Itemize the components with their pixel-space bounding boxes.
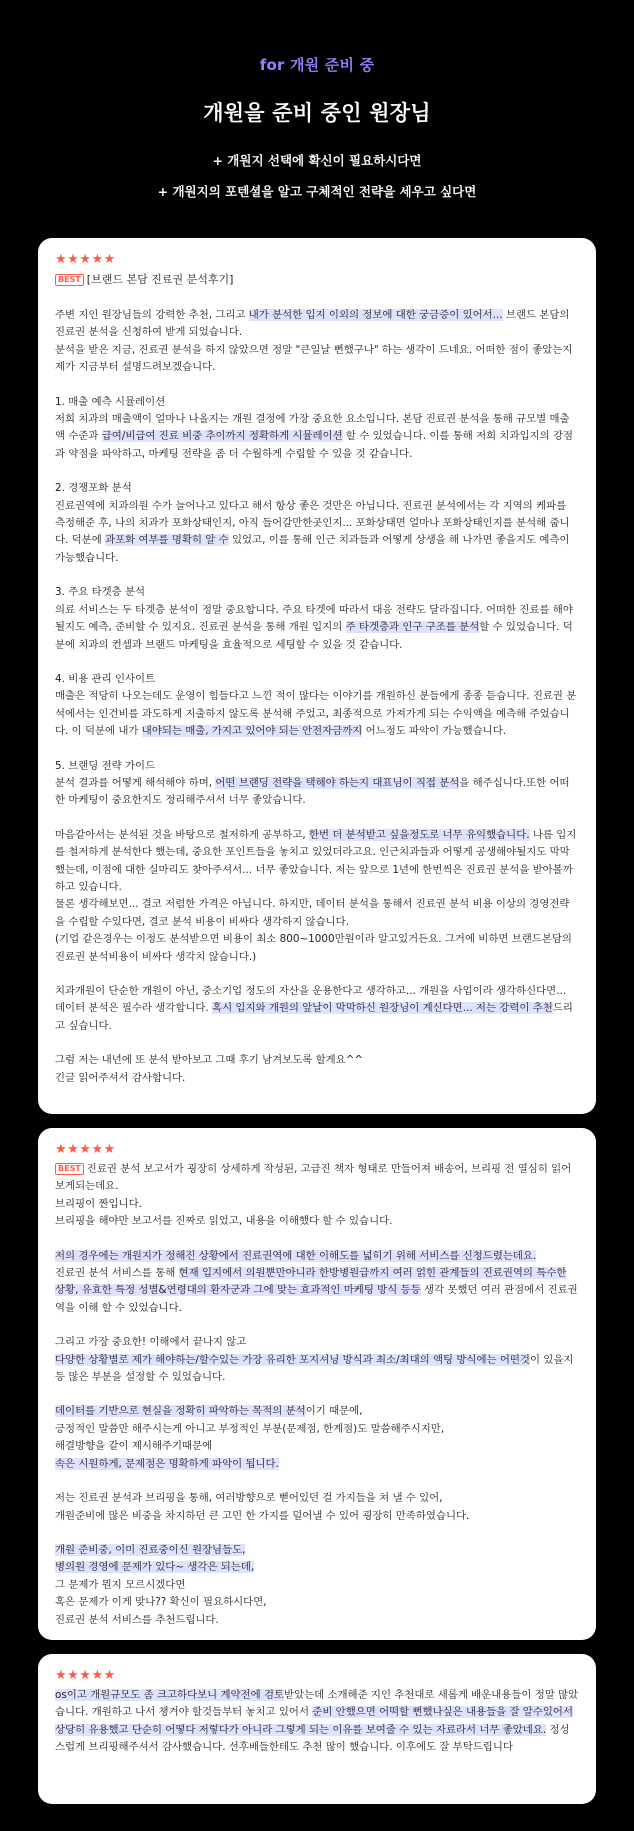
review-text: 브랜드 본담의 진료권 분석을 신청하여 받게 되었습니다. [55, 309, 570, 339]
review-card [38, 1128, 596, 1640]
review-text: 진료권 분석 서비스를 추천드립니다. [55, 1613, 219, 1626]
best-badge: BEST [55, 274, 84, 286]
review-text: 4. 비용 관리 인사이트 [55, 672, 156, 685]
review-text: 개원준비에 많은 비중을 차지하던 큰 고민 한 가지를 덜어낼 수 있어 굉장히 만족하였습니다. [55, 1509, 470, 1522]
review-text: 주변 지인 원장님들의 강력한 추천, 그리고 [55, 309, 249, 321]
review-text: 그럼 저는 내년에 또 분석 받아보고 그때 후기 남겨보도록 할게요^^ [55, 1054, 364, 1067]
highlighted-text: 현재 입지에서 의원뿐만아니라 한방병원급까지 여러 얽힌 관계들의 진료권역의 특수한 상황, 유효한 특정 성별&연령대의 환자군과 그에 맞는 효과적인 마케팅 방식 등등 [55, 1267, 567, 1297]
review-paragraph [55, 671, 579, 741]
review-paragraph [55, 480, 579, 567]
review-text: 할 수 있었습니다. 이를 통해 저희 치과입지의 강점과 약점을 파악하고, 마케팅 전략을 좀 더 수월하게 수립할 수 있을 것 같습니다. [55, 430, 574, 460]
star-rating-icon: ★★★★★ [55, 252, 116, 267]
review-text: 있었고, 이를 통해 인근 치과들과 어떻게 상생을 해 나가면 좋을지도 예측이 가능했습니다. [55, 534, 570, 564]
review-body [55, 1161, 579, 1629]
review-text: 5. 브랜딩 전략 가이드 [55, 759, 156, 772]
review-text: 을 해주십니다.또한 어떠한 마케팅이 중요한지도 정리해주셔서 너무 좋았습니다. [55, 776, 570, 807]
review-card [38, 1654, 596, 1804]
review-text: 2. 경쟁포화 분석 [55, 482, 132, 495]
review-text: 받았는데 소개해준 지인 추천대로 새롭게 배운내용들이 정말 많았습니다. 개원하고 나서 챙겨야 할것들부터 놓치고 있어서 [55, 1689, 579, 1719]
highlighted-text: 개원 준비중, 이미 진료중이신 원장님들도, [55, 1543, 246, 1556]
review-text: 나름 입지를 철저하게 분석한다 했는데, 중요한 포인트들을 놓치고 있었더라고요. 인근치과들과 어떻게 공생해야될지도 막막했는데, 이점에 대한 실마리도 찾아주셔서... 너무 좋았습니다. 저는 앞으로 1년에 한번씩은 진료권 분석을 받아볼까 하고 있습니다. [55, 828, 577, 893]
review-text: 진료권역에 치과의원 수가 늘어나고 있다고 해서 항상 좋은 것만은 아닙니다. 진료권 분석에서는 각 지역의 케파를 측정해준 후, 나의 치과가 포화상태인지, 아직 들어갈만한곳인지... 포화상태면 얼마나 포화상태인지를 분석해 줍니다. 덕분에 [55, 499, 570, 547]
review-paragraph [55, 1052, 579, 1087]
review-text: 긍정적인 말씀만 해주시는게 아니고 부정적인 부분(문제점, 한계점)도 말씀해주시지만, [55, 1422, 445, 1435]
review-paragraph [55, 307, 579, 377]
highlighted-text: 준비 안했으면 어떡할 뻔했나싶은 내용들을 잘 알수있어서 상당히 유용했고 단순히 어떻다 저렇다가 아니라 그렇게 되는 이유를 보여줄 수 있는 자료라서 너무 좋았네요. [55, 1706, 573, 1736]
review-text: 혹은 문제가 이게 맞나?? 확신이 필요하시다면, [55, 1596, 267, 1609]
review-text: 이 있을지 등 많은 부분을 설정할 수 있었습니다. [55, 1353, 574, 1384]
review-text: 그리고 가장 중요한! 이해에서 끝나지 않고 [55, 1336, 247, 1349]
review-text: 브리핑을 해야만 보고서를 진짜로 읽었고, 내용을 이해했다 할 수 있습니다. [55, 1215, 393, 1228]
best-badge: BEST [55, 1163, 84, 1175]
review-text: 1. 매출 예측 시뮬레이션 [55, 395, 166, 408]
review-body [55, 307, 579, 1087]
review-text: 분석을 받은 지금, 진료권 분석을 하지 않았으면 정말 "큰일날 뻔했구나" 하는 생각이 드네요. 어떠한 점이 좋았는지 제가 지금부터 설명드려보겠습니다. [55, 343, 573, 374]
review-text: 의료 서비스는 두 타겟층 분석이 정말 중요합니다. 주요 타겟에 따라서 대응 전략도 달라집니다. 어떠한 진료를 해야될지도 예측, 준비할 수 있지요. 진료권 분석을 통해 개원 입지의 [55, 603, 573, 634]
review-paragraph [55, 1542, 579, 1629]
review-text: 분석 결과를 어떻게 해석해야 하며, [55, 776, 216, 789]
review-paragraph [55, 827, 579, 966]
review-paragraph [55, 983, 579, 1035]
highlighted-text: 급여/비급여 진료 비중 추이까지 정확하게 시뮬레이션 [101, 430, 343, 443]
review-text: 드리고 싶습니다. [55, 1002, 573, 1032]
highlighted-text: 내야되는 매출, 가지고 있어야 되는 안전자금까지 [141, 725, 363, 738]
review-paragraph [55, 1334, 579, 1386]
hero-bullet: + 개원지의 포텐셜을 알고 구체적인 전략을 세우고 싶다면 [157, 184, 477, 199]
hero-tag: for 개원 준비 중 [259, 56, 375, 74]
review-text: 브리핑이 짠입니다. [55, 1197, 142, 1210]
review-text: 할 수 있었습니다. 덕분에 치과의 컨셉과 브랜드 마케팅을 효율적으로 세팅할 수 있을 것 같습니다. [55, 621, 573, 651]
review-paragraph [55, 758, 579, 810]
review-paragraph [55, 1403, 579, 1473]
star-rating-icon: ★★★★★ [55, 1142, 116, 1157]
review-paragraph [55, 1687, 579, 1757]
review-paragraph [55, 584, 579, 654]
review-text: 정성스럽게 브리핑해주셔서 감사했습니다. 선후배들한테도 추천 많이 했습니다. 이후에도 잘 부탁드립니다 [55, 1723, 570, 1754]
review-header [55, 271, 579, 288]
review-text: 이기 때문에, [305, 1405, 363, 1418]
highlighted-text: 과포화 여부를 명확히 알 수 [105, 534, 229, 547]
star-rating-icon: ★★★★★ [55, 1668, 116, 1683]
highlighted-text: 한번 더 분석받고 싶을정도로 너무 유익했습니다. [308, 828, 530, 841]
hero-section [0, 0, 634, 238]
review-paragraph [55, 1490, 579, 1525]
highlighted-text: 내가 분석한 입지 이외의 정보에 대한 궁금증이 있어서... [248, 309, 503, 321]
review-text: 진료권 분석 보고서가 굉장히 상세하게 작성된, 고급진 책자 형태로 만들어져 배송어, 브리핑 전 열심히 읽어보게되는데요. [55, 1163, 572, 1193]
review-card [38, 238, 596, 1114]
highlighted-text: os이고 개원규모도 좀 크고하다보니 계약전에 검토 [55, 1689, 285, 1701]
review-text: 그 문제가 뭔지 모르시겠다면 [55, 1578, 186, 1591]
review-paragraph [55, 1248, 579, 1318]
review-text: 치과개원이 단순한 개원이 아닌, 중소기업 정도의 자산을 운용한다고 생각하고... 개원을 사업이라 생각하신다면... 데이터 분석은 필수라 생각합니다. [55, 985, 567, 1015]
review-paragraph [55, 1161, 579, 1231]
review-body [55, 1687, 579, 1757]
review-text: 어느정도 파악이 가능했습니다. [362, 725, 507, 738]
review-text: 진료권 분석 서비스를 통해 [55, 1267, 179, 1280]
review-text: 저희 치과의 매출액이 얼마나 나올지는 개원 결정에 가장 중요한 요소입니다. 본담 진료권 분석을 통해 규모별 매출액 수준과 [55, 413, 570, 443]
highlighted-text: 데이터를 기반으로 현실을 정확히 파악하는 목적의 분석 [55, 1405, 306, 1418]
highlighted-text: 다양한 상황별로 제가 해야하는/할수있는 가장 유리한 포지셔닝 방식과 최소/최대의 액팅 방식에는 어떤것 [55, 1353, 530, 1366]
review-text: 매출은 적당히 나오는데도 운영이 힘들다고 느낀 적이 많다는 이야기를 개원하신 분들에게 종종 듣습니다. 진료권 분석에서는 인건비를 과도하게 지출하지 않도록 분석해 주었고, 최종적으로 가져가게 되는 수익액을 예측해 주었습니다. 이 덕분에 내가 [55, 690, 577, 738]
review-text: 물론 생각해보면... 결코 저렴한 가격은 아닙니다. 하지만, 데이터 분석을 통해서 진료권 분석 비용 이상의 경영전략을 수립할 수있다면, 결코 분석 비용이 비싸다 생각하지 않습니다. [55, 898, 570, 928]
hero-title: 개원을 준비 중인 원장님 [203, 101, 431, 125]
review-text: (기업 같은경우는 이정도 분석받으면 비용이 최소 800~1000만원이라 알고있거든요. 그거에 비하면 브랜드본담의 진료권 분석비용이 비싸다 생각치 않습니다.) [55, 933, 572, 963]
highlighted-text: 저의 경우에는 개원지가 정해진 상황에서 진료권역에 대한 이해도를 넓히기 위해 서비스를 신청드렸는데요. [55, 1249, 537, 1262]
review-text: 마음같아서는 분석된 것을 바탕으로 철저하게 공부하고, [55, 828, 309, 841]
review-text: 해결방향을 같이 제시해주기때문에 [55, 1440, 213, 1453]
highlighted-text: 어떤 브랜딩 전략을 택해야 하는지 대표님이 직접 분석 [215, 776, 460, 789]
highlighted-text: 주 타겟층과 인구 구조를 분석 [345, 621, 480, 634]
review-text: 긴글 읽어주셔서 감사합니다. [55, 1071, 186, 1084]
review-title: [브랜드 본담 진료권 분석후기] [86, 273, 234, 286]
highlighted-text: 혹시 입지와 개원의 앞날이 막막하신 원장님이 계신다면... 저는 강력이 추천 [212, 1002, 553, 1015]
review-text: 3. 주요 타겟층 분석 [55, 586, 146, 599]
review-text: 저는 진료권 분석과 브리핑을 통해, 여러방향으로 뻗어있던 걸 가지들을 쳐 낼 수 있어, [55, 1492, 443, 1505]
hero-bullets [0, 153, 634, 200]
review-paragraph [55, 394, 579, 464]
highlighted-text: 속은 시원하게, 문제점은 명확하게 파악이 됩니다. [55, 1457, 279, 1470]
hero-bullet: + 개원지 선택에 확신이 필요하시다면 [212, 153, 422, 168]
highlighted-text: 병의원 경영에 문제가 있다~ 생각은 되는데, [55, 1561, 255, 1574]
review-text: 생각 못했던 여러 관점에서 진료권역을 이해 할 수 있었습니다. [55, 1284, 578, 1314]
